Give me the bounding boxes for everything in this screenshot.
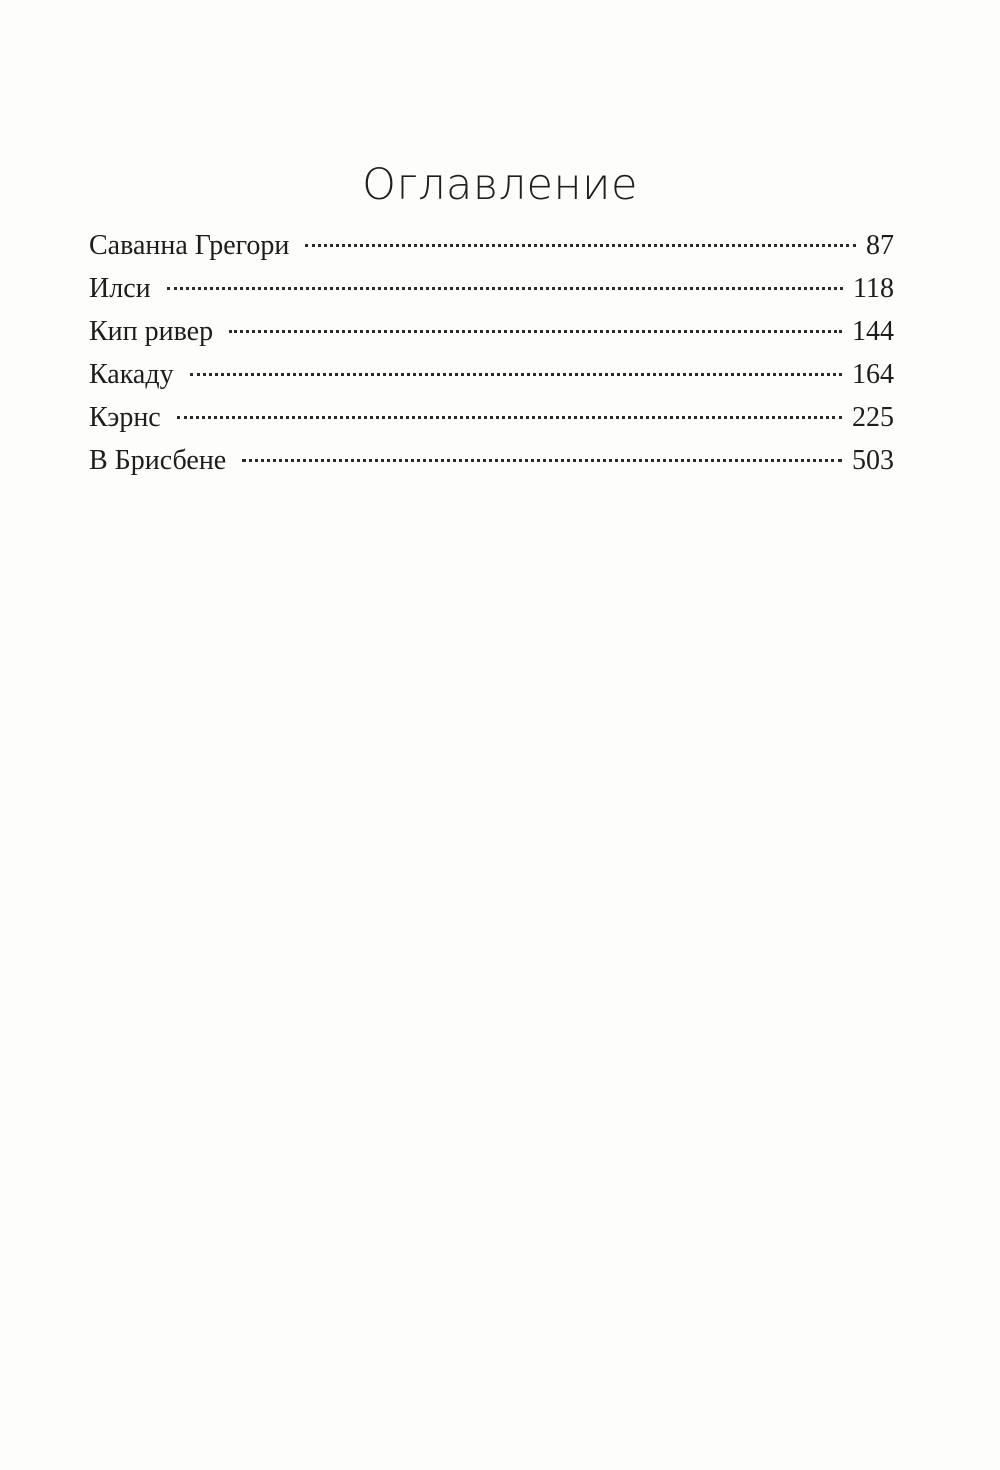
dot-leader	[167, 287, 843, 290]
dot-leader	[177, 416, 842, 419]
dot-leader	[229, 330, 842, 333]
toc-entry	[89, 273, 894, 316]
toc-entry-page-number: 87	[866, 230, 894, 261]
toc-entry-page-number: 164	[852, 359, 894, 390]
toc-entry-title: Саванна Грегори	[89, 230, 290, 261]
dot-leader	[190, 373, 842, 376]
toc-entry-title: Кэрнс	[89, 402, 161, 433]
page-title: Оглавление	[362, 160, 638, 210]
toc-entry-title: Какаду	[89, 359, 174, 390]
toc-entry-title: В Брисбене	[89, 445, 227, 476]
toc-entry-page-number: 118	[853, 273, 894, 304]
toc-entry-title: Илси	[89, 273, 151, 304]
toc-entry-page-number: 503	[852, 445, 894, 476]
dot-leader	[305, 244, 856, 247]
toc-entry	[89, 316, 894, 359]
toc-entry	[89, 359, 894, 402]
toc-entry-page-number: 144	[852, 316, 894, 347]
dot-leader	[242, 459, 842, 462]
toc-entry-page-number: 225	[852, 402, 894, 433]
toc-entry	[89, 230, 894, 273]
toc-entry	[89, 445, 894, 488]
toc-entry	[89, 402, 894, 445]
toc-entry-title: Кип ривер	[89, 316, 214, 347]
table-of-contents	[89, 230, 894, 488]
